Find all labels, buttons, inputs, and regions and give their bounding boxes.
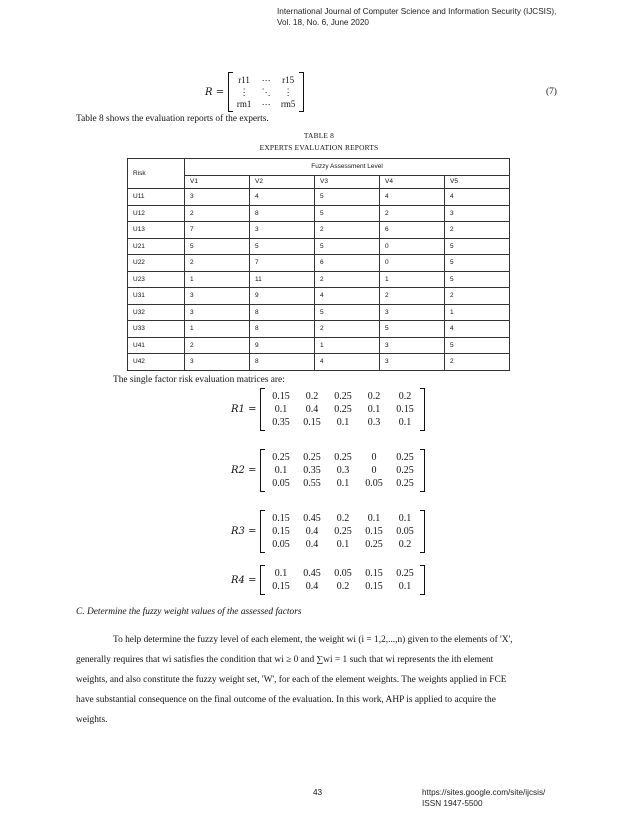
- matrix-row: [265, 580, 420, 593]
- matrix-cell: 0.1: [336, 478, 350, 489]
- table-intro: Table 8 shows the evaluation reports of the experts.: [76, 114, 269, 124]
- level-4: V4: [380, 175, 445, 189]
- eq7-matrix: [233, 74, 299, 110]
- value-cell: 5: [445, 337, 510, 354]
- matrix-cell: 0.1: [367, 404, 381, 415]
- value-cell: 9: [250, 337, 315, 354]
- matrix-cell: 0.1: [336, 539, 350, 550]
- matrices-intro: The single factor risk evaluation matrices are:: [113, 375, 285, 385]
- matrix-cell: 0.15: [272, 581, 290, 592]
- matrix-row: [265, 451, 420, 464]
- matrix-cell: 0.25: [334, 526, 352, 537]
- matrix-cell: 0.2: [398, 391, 412, 402]
- value-cell: 1: [445, 304, 510, 321]
- matrix-cell: 0.55: [303, 478, 321, 489]
- value-cell: 9: [250, 288, 315, 305]
- risk-cell: U31: [128, 288, 185, 305]
- table-title: EXPERTS EVALUATION REPORTS: [259, 143, 379, 152]
- value-cell: 1: [185, 321, 250, 338]
- risk-cell: U21: [128, 238, 185, 255]
- value-cell: 5: [315, 189, 380, 206]
- matrix-cell: 0.05: [272, 539, 290, 550]
- value-cell: 11: [250, 271, 315, 288]
- value-cell: 4: [315, 354, 380, 371]
- matrix-cell: 0.25: [396, 452, 414, 463]
- table-row: [128, 222, 510, 239]
- section-heading: C. Determine the fuzzy weight values of the assessed factors: [76, 607, 302, 617]
- value-cell: 0: [380, 255, 445, 272]
- value-cell: 4: [380, 189, 445, 206]
- level-2: V2: [250, 175, 315, 189]
- value-cell: 3: [250, 222, 315, 239]
- eq7-cell: ⋮: [283, 87, 293, 97]
- value-cell: 8: [250, 321, 315, 338]
- matrix-row: [265, 538, 420, 551]
- matrix-cell: 0.2: [305, 391, 319, 402]
- value-cell: 7: [185, 222, 250, 239]
- value-cell: 1: [380, 271, 445, 288]
- matrix-cell: 0.25: [303, 452, 321, 463]
- table-row: [128, 238, 510, 255]
- value-cell: 4: [250, 189, 315, 206]
- eq7-cell: ⋮: [239, 87, 249, 97]
- matrix-name: R2 =: [231, 465, 257, 476]
- value-cell: 2: [315, 321, 380, 338]
- matrix-cell: 0.15: [365, 568, 383, 579]
- matrix-cell: 0.2: [336, 581, 350, 592]
- value-cell: 7: [250, 255, 315, 272]
- page-number: 43: [313, 788, 323, 797]
- risk-cell: U22: [128, 255, 185, 272]
- risk-cell: U32: [128, 304, 185, 321]
- matrix-cell: 0.25: [396, 478, 414, 489]
- matrix-cell: 0.15: [272, 526, 290, 537]
- matrix-cell: 0.1: [274, 568, 288, 579]
- value-cell: 8: [250, 205, 315, 222]
- matrix-r1: [231, 388, 425, 431]
- matrix-cell: 0.25: [396, 568, 414, 579]
- matrix-cell: 0.4: [305, 539, 319, 550]
- eq7-cell: ⋱: [261, 87, 271, 97]
- footer-info: [422, 788, 545, 809]
- matrix-row: [265, 464, 420, 477]
- evaluation-table: [127, 158, 510, 371]
- matrix-cell: 0: [371, 452, 377, 463]
- matrix-cell: 0.45: [303, 568, 321, 579]
- matrix-cell: 0.4: [305, 404, 319, 415]
- matrix-cell: 0.1: [274, 465, 288, 476]
- value-cell: 3: [445, 205, 510, 222]
- eq7-cell: rm1: [236, 99, 252, 109]
- value-cell: 2: [185, 255, 250, 272]
- value-cell: 5: [250, 238, 315, 255]
- value-cell: 4: [445, 321, 510, 338]
- matrix-cell: 0.4: [305, 581, 319, 592]
- para-line-3: weights, and also constitute the fuzzy weight set, 'W', for each of the element weights. The weights applied in FCE: [76, 675, 507, 685]
- matrix-row: [265, 477, 420, 490]
- value-cell: 5: [380, 321, 445, 338]
- value-cell: 2: [445, 288, 510, 305]
- value-cell: 5: [315, 205, 380, 222]
- risk-cell: U23: [128, 271, 185, 288]
- value-cell: 2: [315, 271, 380, 288]
- equation-7: [205, 72, 304, 112]
- value-cell: 2: [315, 222, 380, 239]
- eq7-row: [233, 74, 299, 86]
- value-cell: 8: [250, 304, 315, 321]
- value-cell: 3: [185, 189, 250, 206]
- table-label: TABLE 8: [303, 131, 335, 140]
- risk-header: Risk: [128, 159, 185, 189]
- table-row: [128, 189, 510, 206]
- para-line-5: weights.: [76, 715, 108, 725]
- matrix-cell: 0.25: [334, 404, 352, 415]
- matrix-r2: [231, 449, 425, 492]
- risk-cell: U33: [128, 321, 185, 338]
- matrix-cell: 0.2: [336, 513, 350, 524]
- eq7-cell: ⋯: [261, 75, 271, 85]
- matrix-cell: 0: [371, 465, 377, 476]
- footer-url[interactable]: https://sites.google.com/site/ijcsis/: [422, 788, 546, 797]
- level-5: V5: [445, 175, 510, 189]
- value-cell: 3: [185, 288, 250, 305]
- levels-row: [128, 175, 510, 189]
- matrix-cell: 0.2: [367, 391, 381, 402]
- table-row: [128, 271, 510, 288]
- level-header: Fuzzy Assessment Level: [185, 159, 510, 176]
- value-cell: 2: [185, 337, 250, 354]
- value-cell: 2: [380, 288, 445, 305]
- value-cell: 3: [185, 304, 250, 321]
- value-cell: 4: [315, 288, 380, 305]
- level-3: V3: [315, 175, 380, 189]
- value-cell: 4: [445, 189, 510, 206]
- matrix-cell: 0.25: [365, 539, 383, 550]
- value-cell: 5: [185, 238, 250, 255]
- value-cell: 6: [315, 255, 380, 272]
- matrix-row: [265, 525, 420, 538]
- matrix-row: [265, 416, 420, 429]
- eq7-row: [233, 98, 299, 110]
- matrix-cell: 0.25: [272, 452, 290, 463]
- risk-cell: U42: [128, 354, 185, 371]
- eq7-cell: r15: [282, 75, 295, 85]
- value-cell: 3: [380, 337, 445, 354]
- journal-title: International Journal of Computer Science and Information Security (IJCSIS),: [277, 7, 557, 16]
- risk-cell: U13: [128, 222, 185, 239]
- matrix-cell: 0.1: [398, 417, 412, 428]
- risk-cell: U12: [128, 205, 185, 222]
- table-row: [128, 321, 510, 338]
- table-row: [128, 255, 510, 272]
- value-cell: 8: [250, 354, 315, 371]
- table-row: [128, 288, 510, 305]
- matrix-cell: 0.2: [398, 539, 412, 550]
- matrix-cell: 0.15: [365, 581, 383, 592]
- table-row: [128, 304, 510, 321]
- para-line-2: generally requires that wi satisfies the condition that wi ≥ 0 and ∑wi = 1 such that wi represents the ith element: [76, 655, 494, 665]
- matrix-row: [265, 403, 420, 416]
- matrix-cell: 0.15: [272, 513, 290, 524]
- matrix-cell: 0.35: [303, 465, 321, 476]
- matrix-r3: [231, 510, 425, 553]
- value-cell: 5: [315, 304, 380, 321]
- section-paragraph: [76, 630, 566, 730]
- eq7-cell: rm5: [280, 99, 296, 109]
- matrix-cell: 0.45: [303, 513, 321, 524]
- matrix-cell: 0.05: [334, 568, 352, 579]
- matrix-cell: 0.4: [305, 526, 319, 537]
- value-cell: 3: [380, 354, 445, 371]
- matrix-cell: 0.15: [365, 526, 383, 537]
- matrix-cell: 0.05: [396, 526, 414, 537]
- value-cell: 6: [380, 222, 445, 239]
- table-row: [128, 337, 510, 354]
- value-cell: 5: [445, 271, 510, 288]
- value-cell: 2: [380, 205, 445, 222]
- footer-issn: ISSN 1947-5500: [422, 798, 483, 808]
- para-line-4: have substantial consequence on the final outcome of the evaluation. In this work, AHP is applied to acquire the: [76, 695, 496, 705]
- matrix-cell: 0.1: [367, 513, 381, 524]
- para-line-1: To help determine the fuzzy level of each element, the weight wi (i = 1,2,...,n) given to the elements of 'X',: [113, 635, 513, 645]
- matrix-cell: 0.25: [396, 465, 414, 476]
- equation-number: (7): [546, 87, 557, 97]
- value-cell: 1: [315, 337, 380, 354]
- matrix-name: R4 =: [231, 574, 257, 586]
- matrix-name: R1 =: [231, 404, 257, 415]
- matrix-row: [265, 512, 420, 525]
- matrix-name: R3 =: [231, 526, 257, 537]
- value-cell: 2: [185, 205, 250, 222]
- matrix-cell: 0.25: [334, 452, 352, 463]
- matrix-cell: 0.15: [272, 391, 290, 402]
- matrix-cell: 0.1: [398, 513, 412, 524]
- matrix-cell: 0.35: [272, 417, 290, 428]
- value-cell: 0: [380, 238, 445, 255]
- matrix-cell: 0.15: [396, 404, 414, 415]
- matrix-cell: 0.05: [272, 478, 290, 489]
- value-cell: 3: [185, 354, 250, 371]
- matrix-cell: 0.1: [274, 404, 288, 415]
- value-cell: 5: [445, 238, 510, 255]
- value-cell: 5: [315, 238, 380, 255]
- table-row: [128, 354, 510, 371]
- matrix-cell: 0.1: [398, 581, 412, 592]
- value-cell: 5: [445, 255, 510, 272]
- matrix-cell: 0.1: [336, 417, 350, 428]
- journal-volume: Vol. 18, No. 6, June 2020: [277, 17, 369, 27]
- matrix-row: [265, 567, 420, 580]
- eq7-row: [233, 86, 299, 98]
- eq7-lhs: R =: [205, 86, 225, 98]
- level-1: V1: [185, 175, 250, 189]
- risk-cell: U41: [128, 337, 185, 354]
- table-row: [128, 205, 510, 222]
- matrix-r4: [231, 565, 425, 595]
- value-cell: 2: [445, 222, 510, 239]
- matrix-row: [265, 390, 420, 403]
- eq7-cell: r11: [238, 75, 250, 85]
- matrix-cell: 0.05: [365, 478, 383, 489]
- matrix-cell: 0.3: [367, 417, 381, 428]
- matrix-cell: 0.3: [336, 465, 350, 476]
- value-cell: 2: [445, 354, 510, 371]
- matrix-cell: 0.15: [303, 417, 321, 428]
- value-cell: 1: [185, 271, 250, 288]
- matrix-cell: 0.25: [334, 391, 352, 402]
- value-cell: 3: [380, 304, 445, 321]
- eq7-cell: ⋯: [261, 99, 271, 109]
- risk-cell: U11: [128, 189, 185, 206]
- journal-header: [277, 7, 556, 28]
- table-header-row: [128, 159, 510, 176]
